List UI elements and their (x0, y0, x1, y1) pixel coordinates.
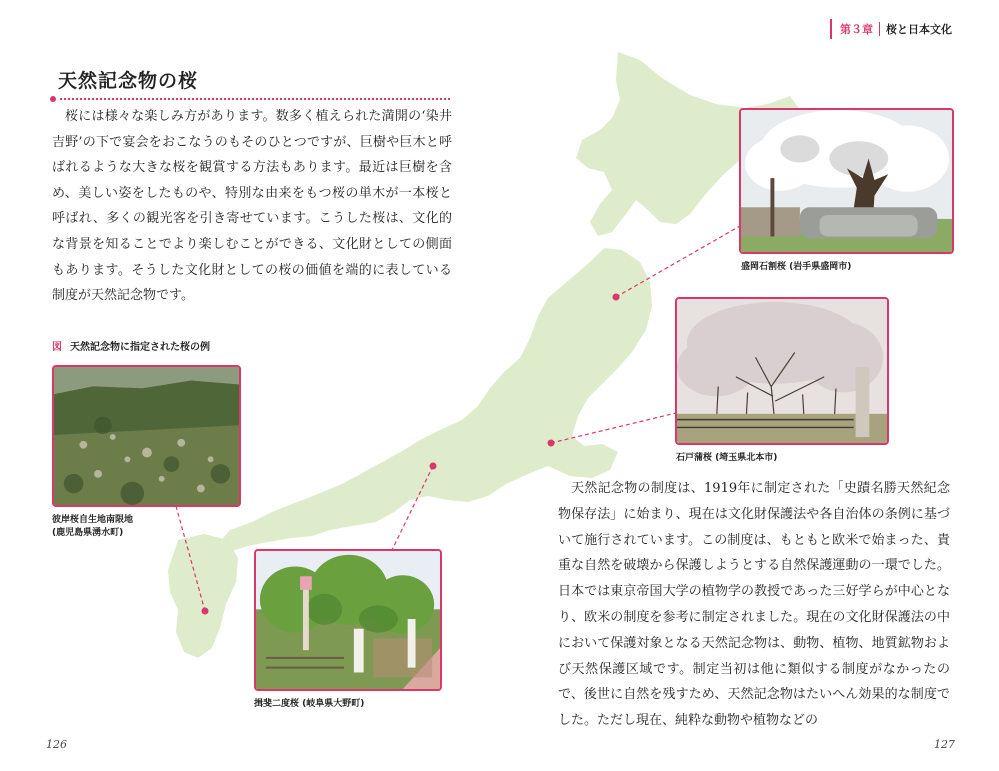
yusui-marker (202, 608, 209, 615)
rock-tree-image (741, 110, 952, 252)
text-line: 天然記念物の制度は、1919年に制定された「史蹟名勝天然紀念 (571, 481, 950, 496)
text-line: 文化財としての側面もあります。そうした文化財としての桜の価 (52, 236, 452, 278)
caption-kitamoto: 石戸蒲桜 (埼玉県北本市) (676, 453, 778, 463)
caption-line: 彼岸桜自生地南限地 (52, 515, 134, 525)
text-line: した桜は、文化的な背景を知ることでより楽しむことができる、 (52, 211, 452, 252)
hillside-image (54, 367, 239, 505)
chapter-header (830, 18, 952, 40)
text-line: 物保存法」に始まり、現在は文化財保護法や各自治体の条例に基 (558, 506, 937, 522)
text-line: 中心となり、欧米の制度を参考に制定されました。現在の文化財 (558, 584, 950, 625)
caption-morioka: 盛岡石割桜 (岩手県盛岡市) (741, 262, 852, 272)
text-line: 桜には様々な楽しみ方があります。数多く植えられた満開の‘染 (65, 109, 439, 124)
chapter-number: 第３章 (840, 23, 873, 36)
figure-title: 天然記念物に指定された桜の例 (70, 342, 210, 353)
kitamoto-marker (548, 440, 555, 447)
caption-higan (52, 514, 133, 540)
text-line: 木が一本桜と呼ばれ、多くの観光客を引き寄せています。こう (52, 185, 452, 227)
text-line: ん効果的な制度でした。ただし現在、純粋な動物や植物などの (558, 687, 950, 729)
text-line: 度がなかったので、後世に自然を残すため、天然記念物はたいへ (558, 661, 950, 703)
text-line: た。日本では東京帝国大学の植物学の教授であった三好学らが (558, 558, 950, 600)
body-text-right (558, 476, 950, 734)
text-line: と呼ばれるような大きな桜を観賞する方法もあります。最近は (52, 134, 452, 176)
photo-morioka-ishiwari-sakura (739, 108, 954, 254)
text-line: 値を端的に表している制度が天然記念物です。 (52, 262, 452, 304)
photo-ibi-nido-sakura (254, 549, 442, 691)
morioka-marker (613, 294, 620, 301)
park-image (256, 551, 440, 689)
chapter-divider (879, 22, 880, 36)
weeping-tree-image (677, 299, 887, 443)
paragraph-left (52, 104, 452, 309)
text-line: づいて施行されています。この制度は、もともと欧米で始まった、 (558, 506, 950, 548)
text-line: 保護法の中において保護対象となる天然記念物は、動物、植物、 (558, 609, 950, 651)
chapter-title: 桜と日本文化 (886, 23, 952, 36)
section-title-rule (50, 96, 450, 102)
body-text-left (52, 104, 452, 309)
page-number-left: 126 (46, 738, 67, 751)
section-title: 天然記念物の桜 (58, 70, 199, 92)
caption-line: (鹿児島県湧水町) (52, 528, 124, 538)
caption-ibi: 揖斐二度桜 (岐阜県大野町) (254, 699, 365, 709)
text-line: 巨樹を含め、美しい姿をしたものや、特別な由来をもつ桜の単 (52, 160, 452, 201)
photo-ishito-kaba-sakura (675, 297, 889, 445)
ibi-marker (430, 463, 437, 470)
text-line: 地質鉱物および天然保護区域です。制定当初は他に類似する制 (558, 635, 950, 677)
photo-higan-sakura (52, 365, 241, 507)
chapter-bar (830, 19, 832, 39)
figure-label (52, 338, 210, 353)
text-line: 井吉野’の下で宴会をおこなうのもそのひとつですが、巨樹や巨木 (52, 109, 452, 150)
page-number-right: 127 (934, 738, 955, 751)
paragraph-right (558, 476, 950, 734)
text-line: 貴重な自然を破壊から保護しようとする自然保護運動の一環でし (558, 532, 950, 574)
figure-tag: 図 (52, 342, 62, 353)
